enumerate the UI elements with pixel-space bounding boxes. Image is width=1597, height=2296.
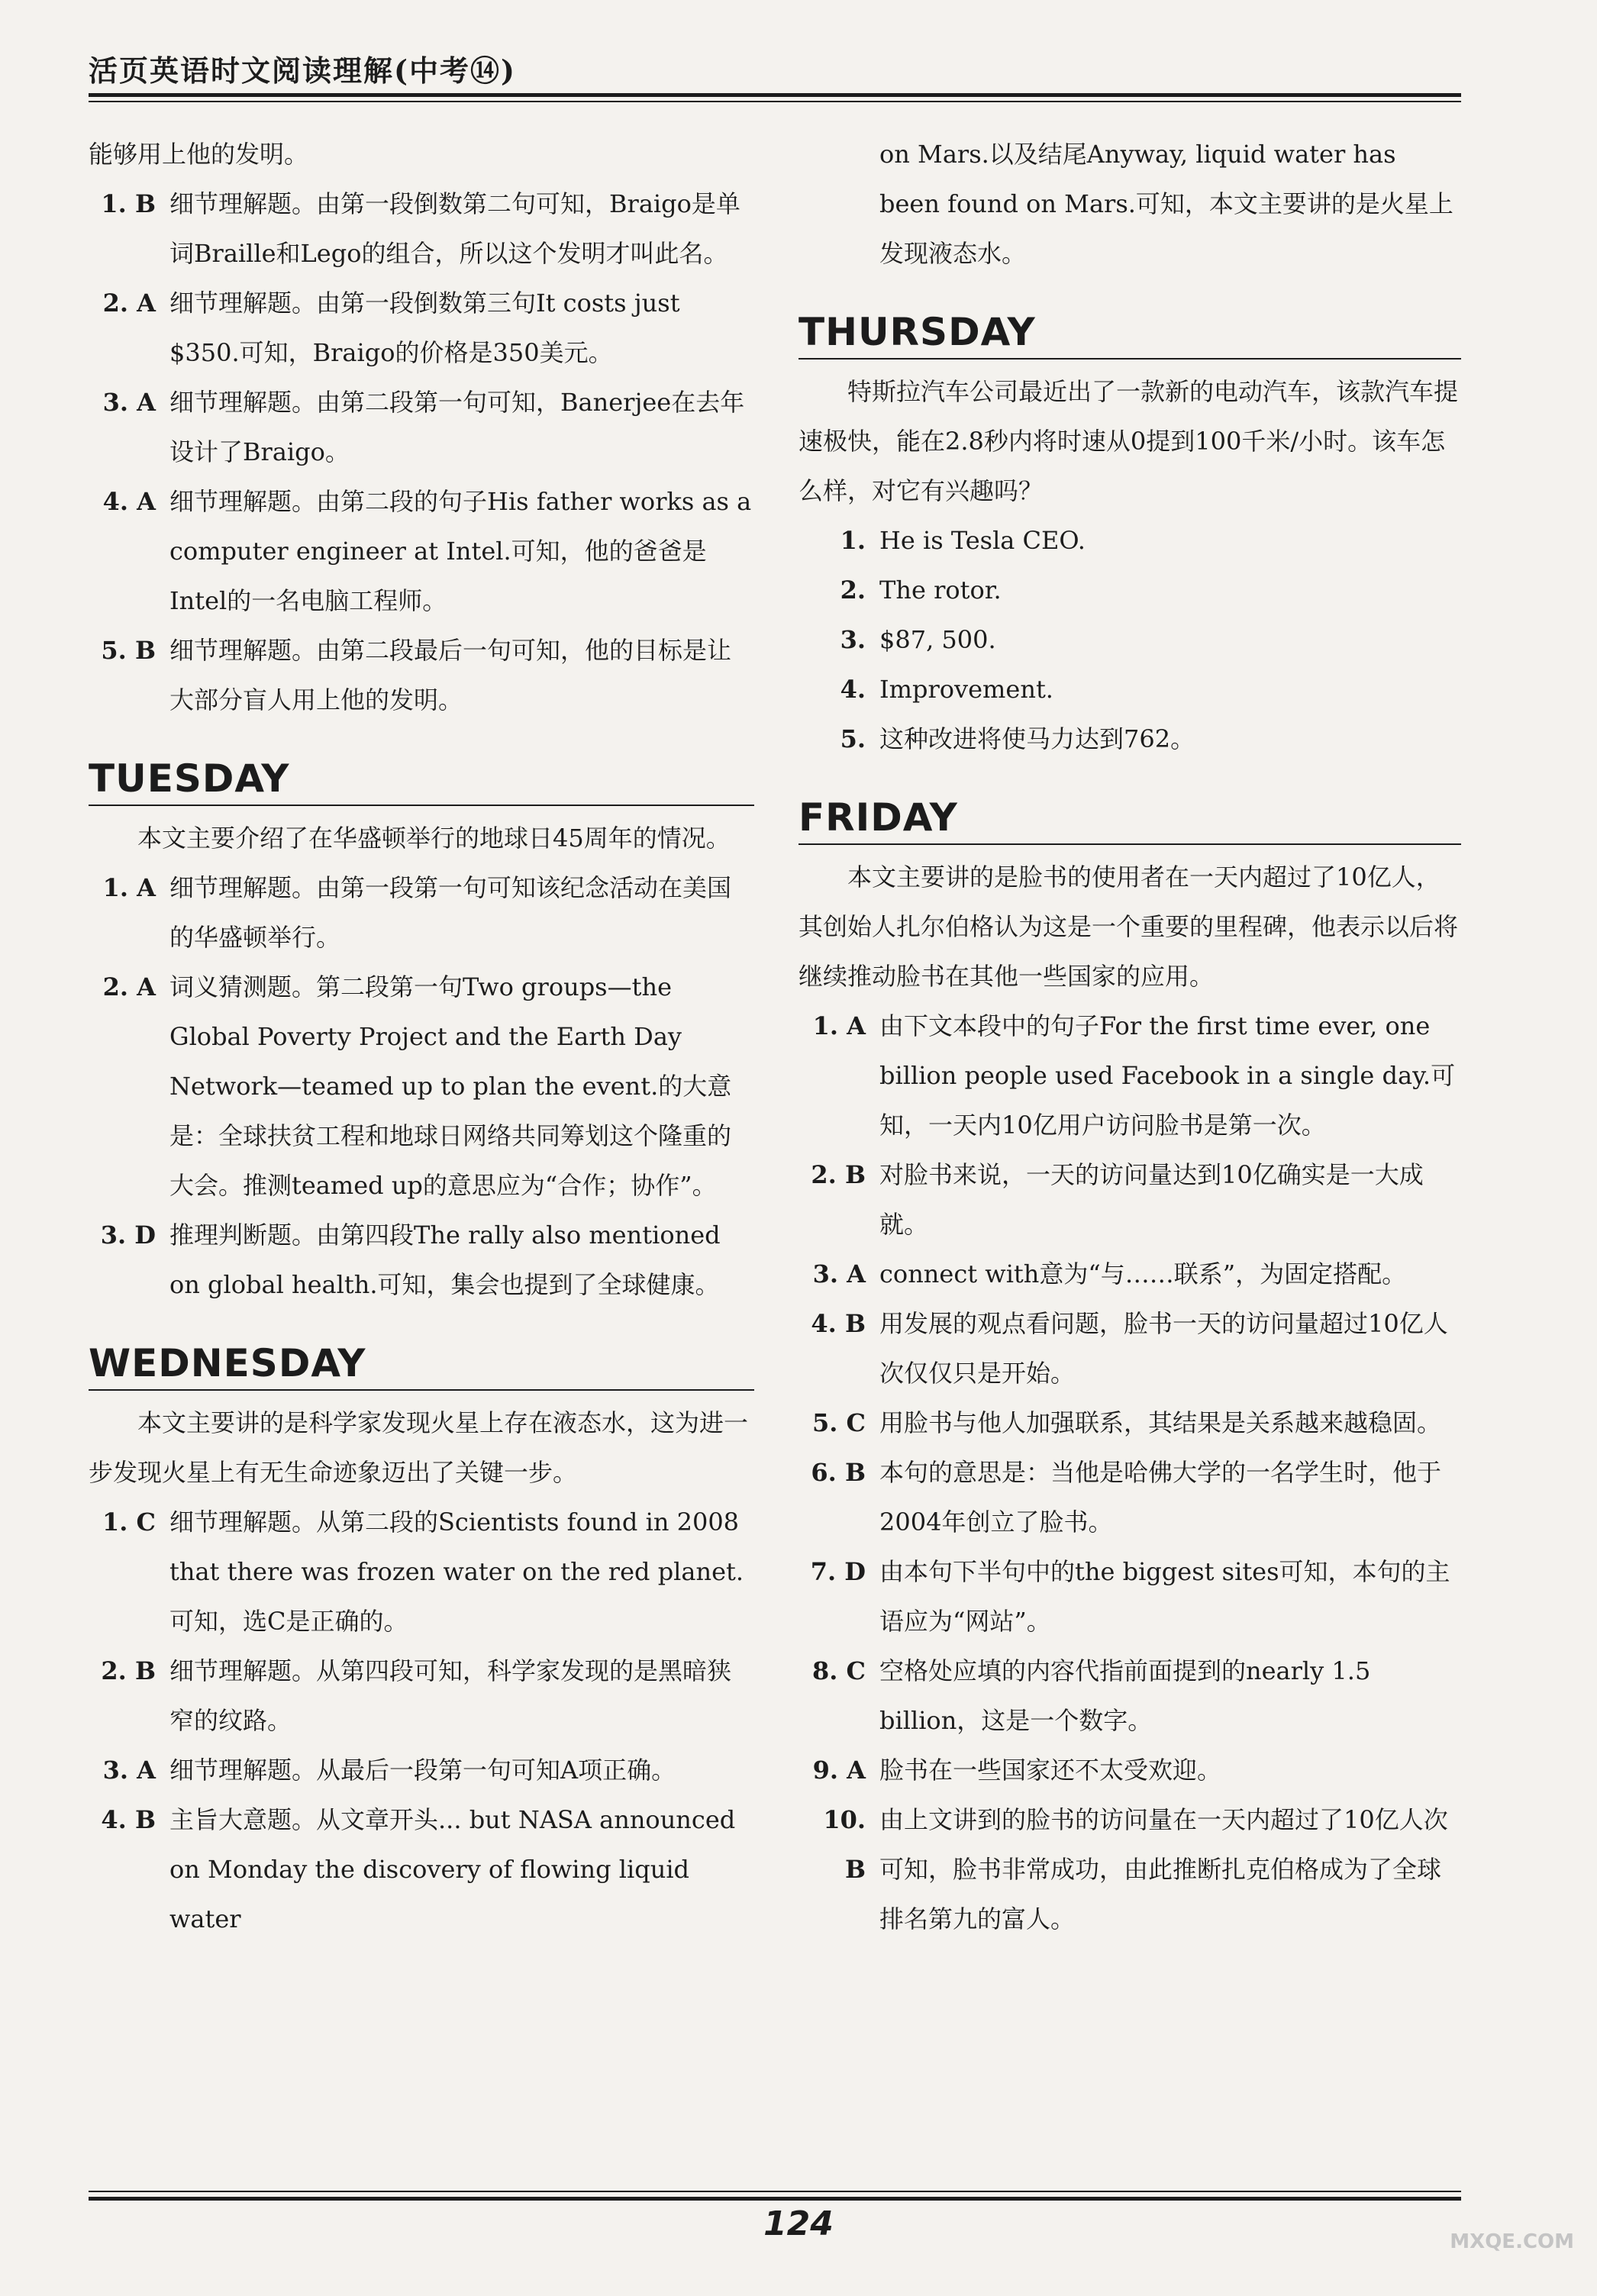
answer-number: 3. A <box>102 1756 156 1785</box>
answer-number: 7. D <box>810 1557 866 1586</box>
answer-item <box>798 1250 1461 1299</box>
answer-number: 1. A <box>102 873 156 902</box>
monday-continuation: 能够用上他的发明。 <box>89 140 309 169</box>
answer-item <box>798 1299 1461 1398</box>
answer-explanation: 细节理解题。由第二段最后一句可知，他的目标是让大部分盲人用上他的发明。 <box>169 636 732 714</box>
answer-number: 5. <box>840 724 866 753</box>
answer-explanation: 本句的意思是：当他是哈佛大学的一名学生时，他于2004年创立了脸书。 <box>879 1458 1442 1537</box>
answer-explanation: 词义猜测题。第二段第一句Two groups—the Global Poverty Project and the Earth Day Network—teamed up to plan the event.的大意是：全球扶贫工程和地球日网络共同筹划这个隆重的大会。推测teamed up的意思应为“合作；协作”。 <box>169 972 732 1200</box>
answer-number: 3. A <box>812 1259 866 1288</box>
answer-item <box>798 1150 1461 1250</box>
answer-explanation: 细节理解题。由第二段的句子His father works as a computer engineer at Intel.可知，他的爸爸是Intel的一名电脑工程师。 <box>169 487 752 615</box>
answer-item <box>798 1646 1461 1746</box>
answer-item <box>89 1746 754 1795</box>
wednesday-continuation <box>798 130 1461 279</box>
answer-item <box>89 1646 754 1746</box>
footer-rule-thin <box>89 2191 1461 2192</box>
answer-item <box>798 566 1461 615</box>
answer-explanation: 对脸书来说，一天的访问量达到10亿确实是一大成就。 <box>879 1160 1424 1239</box>
answer-explanation: Improvement. <box>879 675 1053 704</box>
answer-number: 2. B <box>811 1160 866 1189</box>
answer-item <box>798 1398 1461 1448</box>
answer-explanation: 脸书在一些国家还不太受欢迎。 <box>879 1756 1222 1785</box>
answer-number: 3. <box>840 625 866 654</box>
answer-explanation: 细节理解题。从第二段的Scientists found in 2008 that there was frozen water on the red planet.可知，选C是正确的。 <box>169 1508 744 1636</box>
answer-explanation: 细节理解题。由第一段倒数第三句It costs just $350.可知，Braigo的价格是350美元。 <box>169 289 680 367</box>
answer-explanation: 用脸书与他人加强联系，其结果是关系越来越稳固。 <box>879 1408 1442 1437</box>
answer-number: 1. A <box>812 1011 866 1040</box>
answer-number: 2. <box>840 576 866 605</box>
answer-item <box>89 1498 754 1646</box>
answer-item <box>798 714 1461 764</box>
section-title-friday: FRIDAY <box>798 795 1461 845</box>
answer-number: 10. B <box>823 1805 866 1884</box>
answer-explanation: connect with意为“与……联系”，为固定搭配。 <box>879 1259 1407 1288</box>
section-title-thursday: THURSDAY <box>798 309 1461 360</box>
answer-explanation: 用发展的观点看问题，脸书一天的访问量超过10亿人次仅仅只是开始。 <box>879 1309 1448 1388</box>
answer-explanation: 主旨大意题。从文章开头... but NASA announced on Monday the discovery of flowing liquid water <box>169 1805 736 1933</box>
answer-item <box>89 963 754 1211</box>
answer-number: 4. <box>840 675 866 704</box>
answer-number: 9. A <box>812 1756 866 1785</box>
answer-number: 1. B <box>101 189 156 218</box>
watermark: MXQE.COM <box>1450 2230 1574 2253</box>
answer-explanation: 由下文本段中的句子For the first time ever, one billion people used Facebook in a single day.可知，一天内10亿用户访问脸书是第一次。 <box>879 1011 1456 1140</box>
answer-explanation: 细节理解题。从最后一段第一句可知A项正确。 <box>169 1756 676 1785</box>
answer-number: 3. D <box>100 1221 156 1250</box>
answer-number: 2. A <box>102 289 156 318</box>
answer-item <box>798 1795 1461 1944</box>
answer-explanation: 推理判断题。由第四段The rally also mentioned on global health.可知，集会也提到了全球健康。 <box>169 1221 721 1299</box>
section-summary: 特斯拉汽车公司最近出了一款新的电动汽车，该款汽车提速极快，能在2.8秒内将时速从0提到100千米/小时。该车怎么样，对它有兴趣吗？ <box>798 377 1459 505</box>
answer-explanation: 细节理解题。从第四段可知，科学家发现的是黑暗狭窄的纹路。 <box>169 1656 732 1735</box>
answer-explanation: 这种改进将使马力达到762。 <box>879 724 1195 753</box>
answer-explanation: 由本句下半句中的the biggest sites可知，本句的主语应为“网站”。 <box>879 1557 1450 1636</box>
left-column <box>89 130 754 1944</box>
section-summary: 本文主要讲的是脸书的使用者在一天内超过了10亿人，其创始人扎尔伯格认为这是一个重要的里程碑，他表示以后将继续推动脸书在其他一些国家的应用。 <box>798 863 1459 991</box>
answer-number: 1. <box>840 526 866 555</box>
answer-explanation: 细节理解题。由第一段第一句可知该纪念活动在美国的华盛顿举行。 <box>169 873 732 952</box>
answer-explanation: He is Tesla CEO. <box>879 526 1086 555</box>
answer-item <box>89 378 754 477</box>
answer-item <box>89 1795 754 1944</box>
answer-number: 2. A <box>102 972 156 1001</box>
answer-item <box>89 1211 754 1310</box>
header-rule-thin <box>89 101 1461 102</box>
running-header-title: 活页英语时文阅读理解(中考⑭) <box>89 53 516 88</box>
answer-item <box>89 279 754 378</box>
answer-item <box>798 516 1461 566</box>
answer-number: 2. B <box>101 1656 156 1685</box>
answer-number: 1. C <box>102 1508 156 1537</box>
answer-explanation: 细节理解题。由第一段倒数第二句可知，Braigo是单词Braille和Lego的组合，所以这个发明才叫此名。 <box>169 189 740 268</box>
answer-item <box>798 1001 1461 1150</box>
section-title-wednesday: WEDNESDAY <box>89 1340 754 1391</box>
answer-number: 4. A <box>102 487 156 516</box>
right-column <box>798 130 1461 1944</box>
answer-number: 4. B <box>101 1805 156 1834</box>
answer-explanation: on Mars.以及结尾Anyway, liquid water has been found on Mars.可知，本文主要讲的是火星上发现液态水。 <box>879 140 1453 268</box>
answer-item <box>798 665 1461 714</box>
answer-item <box>89 179 754 279</box>
answer-item <box>798 615 1461 665</box>
answer-item <box>89 477 754 626</box>
answer-explanation: $87, 500. <box>879 625 996 654</box>
answer-item <box>798 1547 1461 1646</box>
answer-number: 3. A <box>102 388 156 417</box>
section-title-tuesday: TUESDAY <box>89 756 754 806</box>
section-summary: 本文主要讲的是科学家发现火星上存在液态水，这为进一步发现火星上有无生命迹象迈出了关键一步。 <box>89 1408 749 1487</box>
page-number: 124 <box>763 2204 834 2243</box>
answer-explanation: 空格处应填的内容代指前面提到的nearly 1.5 billion，这是一个数字。 <box>879 1656 1371 1735</box>
header-rule <box>89 93 1461 97</box>
answer-number: 5. B <box>101 636 156 665</box>
footer-rule <box>89 2197 1461 2201</box>
section-summary: 本文主要介绍了在华盛顿举行的地球日45周年的情况。 <box>137 824 731 853</box>
answer-item <box>89 626 754 725</box>
answer-item <box>798 1746 1461 1795</box>
answer-number: 6. B <box>811 1458 866 1487</box>
answer-item <box>798 1448 1461 1547</box>
answer-explanation: 细节理解题。由第二段第一句可知，Banerjee在去年设计了Braigo。 <box>169 388 745 466</box>
answer-number: 8. C <box>811 1656 866 1685</box>
answer-number: 5. C <box>811 1408 866 1437</box>
answer-item <box>89 863 754 963</box>
answer-number: 4. B <box>811 1309 866 1338</box>
answer-explanation: The rotor. <box>879 576 1002 605</box>
answer-explanation: 由上文讲到的脸书的访问量在一天内超过了10亿人次可知，脸书非常成功，由此推断扎克伯格成为了全球排名第九的富人。 <box>879 1805 1448 1933</box>
